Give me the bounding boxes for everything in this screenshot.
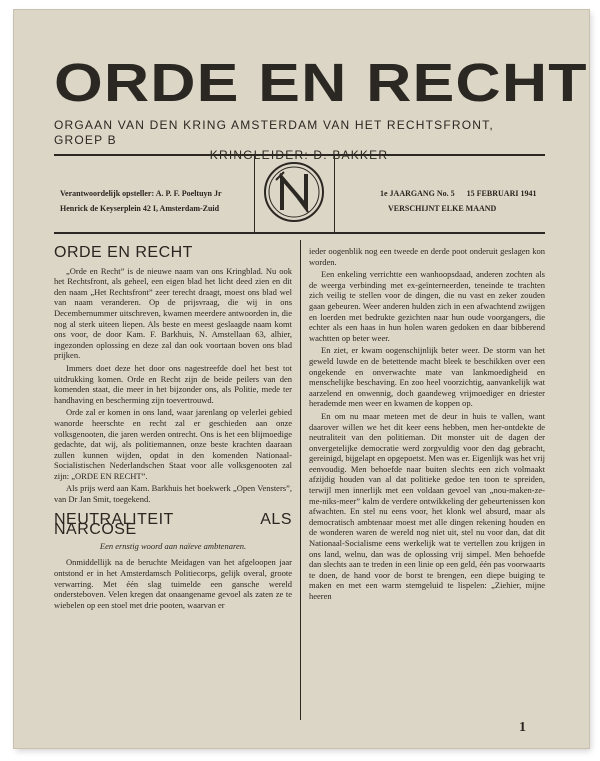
article2-paragraph: En ziet, er kwam oogenschijnlijk beter weer. De storm van het geweld luwde en de betettende macht bleek te beschikken over een ongekende en onverwachte mate van lankmoedigheid en menschelijke beschaving. En zoo heel voorzichtig, aanvankelijk wat aarzelend en onwennig, doch gaandeweg vrijmoediger en driester herademde men weer en kwamen de koppen op. xyxy=(309,345,545,409)
emblem-box-left xyxy=(254,154,255,233)
subtitle-line-1: ORGAAN VAN DEN KRING AMSTERDAM VAN HET RECHTSFRONT, GROEP B xyxy=(54,118,494,147)
article1-paragraph: Immers doet deze het door ons nagestreefde doel het best tot uitdrukking komen. Orde en Recht zijn de beide peilers van den komenden staat, die meer in het bijzonder ons, als Politie, mede ter handhaving en bescherming zijn toevertrouwd. xyxy=(54,362,292,405)
article2-paragraph: Onmiddellijk na de beruchte Meidagen van het afgeloopen jaar ontstond er in het Amsterdamsch Politiecorps, gelijk overal, groote verwarring. Met één slag tuimelde een gansche wereld ondersteboven. Velen kregen dat onaangename gevoel als zaten ze te wiebelen op een stoel met drie pooten, waarvan er xyxy=(54,557,292,610)
article2-paragraph: Een enkeling verrichtte een wanhoopsdaad, anderen zochten als de weerga verbinding met ex-geïnterneerden, teneinde te trachten zich veilig te stellen voor de dingen, die nu vast en zeker zouden gaan gebeuren. Weer anderen hulden zich in een afwachtend zwijgen en loerden met bedrukte gezichten naar hun oude voorgangers, die echter als een haas in hun holen waren gedoken en daar bibberend wachtten op beter weer. xyxy=(309,269,545,343)
left-column xyxy=(54,244,292,612)
publication-info-right xyxy=(380,186,540,216)
issue-date-line xyxy=(380,186,540,201)
address-line: Henrick de Keyserplein 42 I, Amsterdam-Zuid xyxy=(60,204,220,213)
article2-paragraph: En om nu maar meteen met de deur in huis te vallen, want daarover willen we het dit keer eens hebben, men her-ontdekte de neutraliteit van den politieman. Dit monster uit de dagen der onvergetelijke democratie werd zorgvuldig voor den dag gebracht, gereinigd, bijgelapt en opgepoetst. Men was er. Eigenlijk was het vrij eenvoudig. Men behoefde naar buiten slechts een zich volmaakt afzijdig houden van al dat politieke gedoe ten toon te spreiden, terwijl men innerlijk met een voldaan gevoel van „nou-maken-ze-me-niks-meer” kalm de verdere ontwikkeling der gebeurtenissen kon afwachten. En stel nu eens voor, het klonk wel absurd, maar als democratisch ambtenaar moest met alle dingen rekening houden en de wonderen waren de wereld nog niet uit, stel nu voor dan, dat dit Nationaal-Socialisme eens werkelijk wat te vertellen zou krijgen in ons land, welnu, dan was de oplossing vrij simpel. Men behoefde dan slechts aan te treden in een linie op een geld, één pas voorwaarts te doen, de hand voor de borst te brengen, een diepe buiging te maken en met een warm stemgeluid te lispelen: „Ziehier, mijne heeren xyxy=(309,410,545,601)
masthead-title: ORDE EN RECHT xyxy=(54,53,588,113)
article1-paragraph: Als prijs werd aan Kam. Barkhuis het boekwerk „Open Vensters”, van Dr Jan Smit, toegekend. xyxy=(54,483,292,505)
top-rule xyxy=(54,154,545,156)
article1-heading: ORDE EN RECHT xyxy=(54,244,193,261)
article2-heading: NEUTRALITEIT ALS NARCOSE xyxy=(54,510,292,539)
publication-info-left xyxy=(60,186,222,216)
article1-paragraph: „Orde en Recht” is de nieuwe naam van ons Kringblad. Nu ook het Rechtsfront, als geheel, een eigen blad het licht deed zien en dit den naam „Het Rechtsfront” zeer terecht draagt, moest ons blad wel van naam veranderen. Op de prijsvraag, die wij in ons Decembernummer uitschreven, kwamen meerdere antwoorden in, die nog al sterk uiteen liepen. Als beste en meest geslaagde naam komt ons voor, de door Kam. F. Barkhuis, N. Amstellaan 63, alhier, ingezonden oplossing en deze zal dan ook voortaan boven ons blad prijken. xyxy=(54,265,292,361)
column-divider xyxy=(300,240,301,720)
article2-subheading: Een ernstig woord aan naïeve ambtenaren. xyxy=(99,540,247,551)
masthead-subtitle xyxy=(54,118,544,163)
emblem-box-right xyxy=(334,154,335,233)
issue-line: 1e JAARGANG No. 5 xyxy=(380,189,455,198)
right-column xyxy=(309,246,545,604)
rechtsfront-sword-emblem-icon xyxy=(262,160,326,224)
page-number: 1 xyxy=(519,720,526,735)
editor-line: Verantwoordelijk opsteller: A. P. F. Poeltuyn Jr xyxy=(60,189,222,198)
article2-paragraph: ieder oogenblik nog een tweede en derde poot onderuit geslagen kon worden. xyxy=(309,246,545,267)
frequency-line: VERSCHIJNT ELKE MAAND xyxy=(388,204,497,213)
article1-paragraph: Orde zal er komen in ons land, waar jarenlang op velerlei gebied wanorde heerschte en recht zal er geschieden aan onze volksgenooten, die jaren werden ontrecht. Ons is het een blijmoedige gedachte, dat wij, als politiemannen, onze beste krachten daaraan zullen kunnen wijden, opdat in den komenden Nationaal-Socialistischen Nederlandschen Staat voor alle volksgenooten zal zijn: „ORDE EN RECHT”. xyxy=(54,407,292,481)
date-line: 15 FEBRUARI 1941 xyxy=(466,189,537,198)
header-bottom-rule xyxy=(54,232,545,234)
